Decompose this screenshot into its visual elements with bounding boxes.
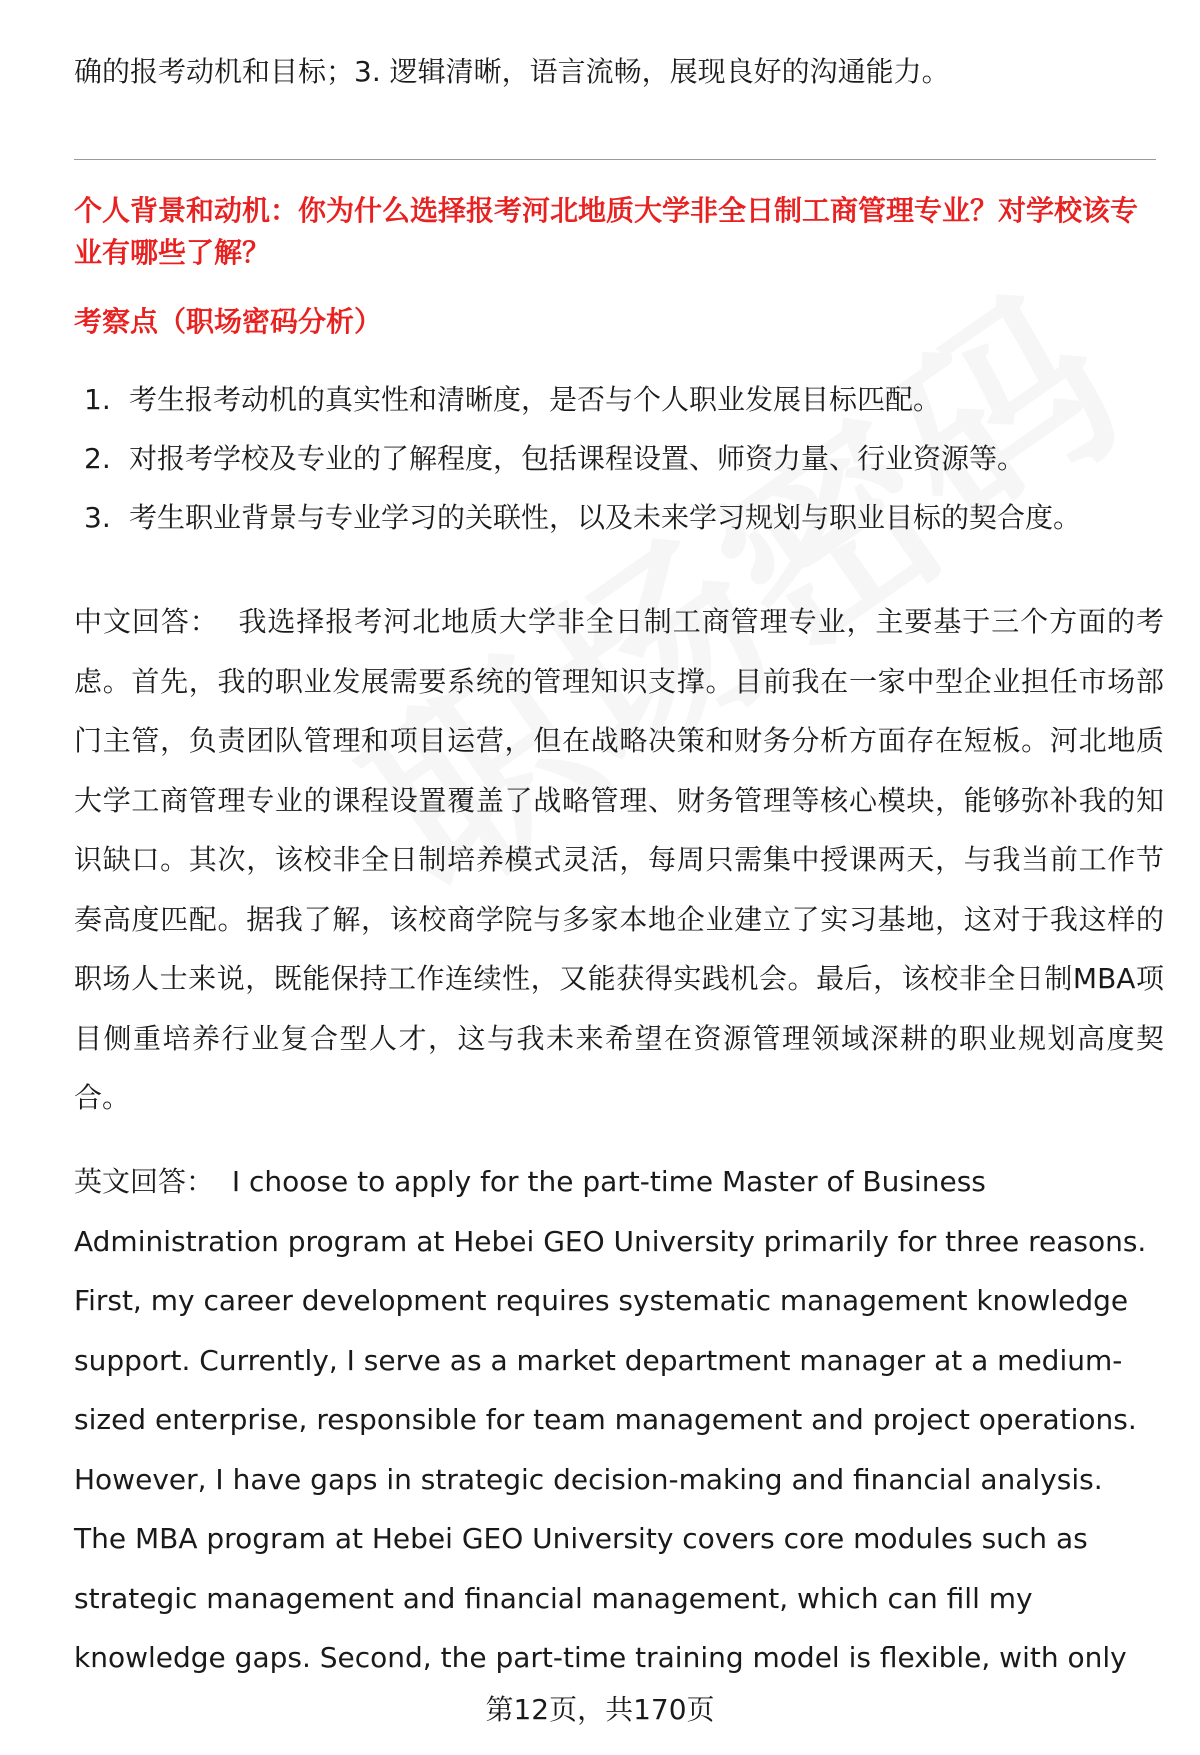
- document-page: [74, 0, 1164, 1755]
- list-item-text: 考生职业背景与专业学习的关联性，以及未来学习规划与职业目标的契合度。: [129, 501, 1082, 534]
- list-item-number: 2.: [84, 442, 111, 475]
- assessment-points-list: [84, 380, 1156, 557]
- analysis-section-title: 考察点（职场密码分析）: [74, 305, 383, 338]
- list-item: [84, 380, 1156, 439]
- question-heading: 个人背景和动机：你为什么选择报考河北地质大学非全日制工商管理专业？对学校该专业有哪些了解？: [74, 194, 1139, 269]
- english-answer-text: I choose to apply for the part-time Master of Business Administration program at Hebei GEO University primarily for three reasons. First, my career development requires systematic management knowledge support. Currently, I serve as a market department manager at a medium-sized enterprise, responsible for team management and project operations. However, I have gaps in strategic decision-making and financial analysis. The MBA program at Hebei GEO University covers core modules such as strategic management and financial management, which can fill my knowledge gaps. Second, the part-time training model is flexible, with only: [74, 1165, 1147, 1674]
- english-answer-paragraph: [74, 1152, 1156, 1688]
- section-divider: [74, 159, 1156, 160]
- list-item: [84, 498, 1156, 557]
- list-item-text: 对报考学校及专业的了解程度，包括课程设置、师资力量、行业资源等。: [129, 442, 1026, 475]
- chinese-answer-label: 中文回答：: [74, 605, 219, 638]
- page-number-footer: 第12页，共170页: [485, 1693, 715, 1726]
- list-item-text: 考生报考动机的真实性和清晰度，是否与个人职业发展目标匹配。: [129, 383, 942, 416]
- list-item-number: 1.: [84, 383, 111, 416]
- continued-text-line: 确的报考动机和目标；3. 逻辑清晰，语言流畅，展现良好的沟通能力。: [74, 55, 950, 88]
- english-answer-label: 英文回答：: [74, 1165, 215, 1198]
- list-item-number: 3.: [84, 501, 111, 534]
- chinese-answer-text: 我选择报考河北地质大学非全日制工商管理专业，主要基于三个方面的考虑。首先，我的职业发展需要系统的管理知识支撑。目前我在一家中型企业担任市场部门主管，负责团队管理和项目运营，但在战略决策和财务分析方面存在短板。河北地质大学工商管理专业的课程设置覆盖了战略管理、财务管理等核心模块，能够弥补我的知识缺口。其次，该校非全日制培养模式灵活，每周只需集中授课两天，与我当前工作节奏高度匹配。据我了解，该校商学院与多家本地企业建立了实习基地，这对于我这样的职场人士来说，既能保持工作连续性，又能获得实践机会。最后，该校非全日制MBA项目侧重培养行业复合型人才，这与我未来希望在资源管理领域深耕的职业规划高度契合。: [74, 605, 1164, 1114]
- list-item: [84, 439, 1156, 498]
- chinese-answer-paragraph: [74, 592, 1164, 1128]
